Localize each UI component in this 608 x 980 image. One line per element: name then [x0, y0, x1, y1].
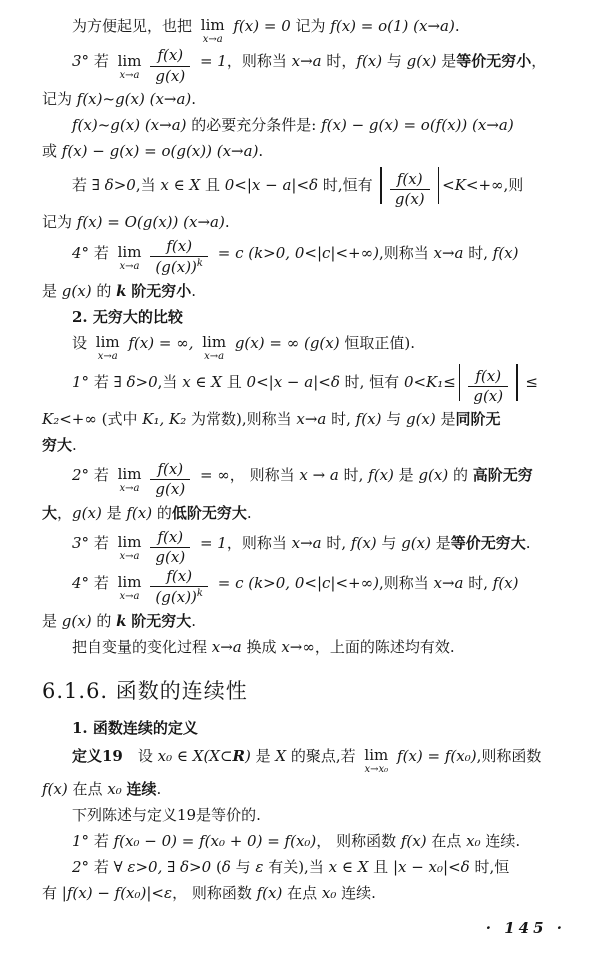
text-segment: .: [191, 611, 197, 630]
bold-term: 高阶无穷: [472, 466, 533, 484]
bold-math: k: [116, 611, 127, 630]
bold-term: 连续: [126, 780, 157, 799]
math-text: f(x) − g(x) = o(g(x)) (x→a): [61, 141, 259, 160]
text-segment: lim: [202, 332, 227, 351]
fraction: [150, 568, 208, 607]
text-segment: lim: [95, 332, 120, 351]
text-segment: 与: [230, 858, 256, 877]
text-segment: 是: [430, 533, 451, 552]
math-text: = 1: [195, 52, 227, 71]
text-segment: lim: [117, 532, 142, 551]
bold-term: 2. 无穷大的比较: [72, 307, 183, 326]
math-text: f(x) = 0: [228, 17, 296, 35]
text-segment: .: [191, 281, 197, 300]
text-segment: ,则称当: [378, 244, 434, 262]
text-segment: 有: [42, 884, 62, 903]
paragraph-line: [42, 829, 584, 855]
math-text: x ∈ X: [328, 858, 369, 877]
math-text: f(x)~g(x) (x→a): [72, 115, 187, 134]
paragraph-line: [42, 433, 584, 459]
paragraph-line: [42, 635, 584, 661]
text-segment: 且: [221, 372, 247, 391]
text-segment: 时,: [321, 533, 351, 552]
bold-term: 同阶无: [455, 410, 501, 428]
text-segment: 时,恒: [469, 858, 510, 877]
limit-operator: [201, 18, 225, 45]
fraction-denominator: $(g(x))^k$: [155, 588, 203, 607]
math-text: δ: [221, 858, 231, 877]
text-segment: lim: [364, 746, 389, 765]
paragraph-line: [42, 113, 584, 139]
section-heading: [42, 677, 584, 706]
text-segment: 的聚点,若: [286, 746, 361, 765]
text-segment: 是: [436, 52, 457, 71]
math-text: X: [275, 746, 287, 765]
math-text: g(x): [72, 503, 102, 522]
text-segment: 时,: [338, 466, 369, 484]
text-segment: .: [454, 17, 460, 35]
paragraph-line: [42, 529, 584, 567]
fraction: [468, 368, 508, 406]
limit-subscript: x→x₀: [364, 764, 389, 776]
text-segment: 若: [89, 466, 114, 484]
text-segment: lim: [117, 51, 142, 70]
text-segment: ， 则称当: [229, 466, 300, 484]
math-text: f(x) − g(x) = o(f(x)) (x→a): [321, 115, 514, 134]
math-text: x → a: [299, 466, 339, 484]
math-text: ∃ δ>0: [113, 372, 158, 391]
paragraph-line: [42, 803, 584, 829]
text-segment: 若: [89, 832, 114, 851]
abs-value-bar: [459, 364, 461, 402]
text-segment: ,则: [503, 175, 524, 194]
text-segment: 是: [42, 281, 62, 300]
limit-operator: [118, 467, 142, 494]
math-text: g(x): [406, 52, 437, 71]
limit-operator: [202, 332, 227, 362]
fraction: [150, 461, 190, 499]
text-segment: ,当: [157, 372, 183, 391]
fraction: [150, 47, 190, 85]
fraction-denominator: g(x): [155, 66, 186, 85]
paragraph-line: [42, 777, 584, 803]
math-text: ∀ ε>0, ∃ δ>0: [113, 858, 212, 877]
fraction-denominator: g(x): [155, 480, 186, 499]
math-text: f(x): [256, 884, 283, 903]
paragraph-line: [42, 210, 584, 236]
text-segment: 时,恒有: [318, 175, 378, 194]
math-text: g(x): [61, 611, 92, 630]
text-segment: 在点: [282, 884, 322, 903]
limit-subscript: x→a: [119, 69, 140, 81]
text-segment: 且: [200, 175, 225, 194]
fraction-numerator: f(x): [150, 238, 208, 257]
text-segment: lim: [117, 573, 142, 592]
math-text: f(x) = ∞,: [123, 333, 199, 352]
text-segment: 时, 恒有: [339, 372, 404, 391]
math-text: 4°: [72, 244, 90, 262]
limit-operator: [118, 575, 142, 602]
denominator-exponent: k: [196, 258, 203, 270]
text-segment: 为方便起见，也把: [72, 17, 197, 35]
bold-term: 阶无穷小: [131, 281, 192, 300]
bold-math: k: [116, 281, 127, 300]
paragraph-line: [42, 881, 584, 907]
text-segment: 时,: [463, 574, 493, 592]
paragraph-line: [42, 87, 584, 113]
text-segment: lim: [117, 243, 142, 262]
bold-term: 阶无穷大: [131, 611, 192, 630]
math-text: x₀: [321, 884, 337, 903]
limit-subscript: x→a: [119, 261, 140, 273]
math-text: f(x): [350, 533, 377, 552]
math-text: = c (k>0, 0<|c|<+∞): [212, 244, 379, 262]
abs-value-bar: [516, 364, 518, 402]
text-segment: 的: [152, 503, 172, 522]
math-text: g(x): [401, 533, 431, 552]
fraction-numerator: f(x): [468, 368, 508, 387]
text-segment: 设: [72, 333, 92, 352]
fraction: [150, 238, 208, 277]
bold-term: 等价无穷小: [456, 52, 532, 71]
fraction-numerator: f(x): [150, 529, 190, 548]
math-text: x₀ ∈ X(X⊂: [157, 746, 233, 765]
math-text: g(x): [418, 466, 449, 484]
text-segment: .: [156, 780, 162, 799]
text-segment: 在点: [67, 780, 108, 799]
paragraph-line: [42, 14, 584, 45]
limit-subscript: x→a: [119, 591, 140, 603]
paragraph-line: [42, 331, 584, 362]
text-segment: ，: [57, 503, 73, 522]
text-segment: .: [72, 436, 77, 454]
fraction-denominator: g(x): [473, 386, 504, 405]
bold-math: R: [232, 746, 246, 765]
text-segment: ，则称当: [226, 52, 292, 71]
bold-term: 穷大: [42, 436, 73, 454]
math-text: f(x): [42, 780, 68, 799]
page-number: · 145 ·: [485, 919, 566, 938]
math-text: g(x): [61, 281, 92, 300]
math-text: f(x): [355, 410, 382, 428]
bold-term: 定义19: [72, 746, 123, 765]
text-segment: 下列陈述与定义19是等价的.: [72, 806, 261, 825]
text-segment: 是: [42, 611, 62, 630]
text-segment: 若: [89, 372, 114, 391]
paragraph-line: [42, 609, 584, 635]
paragraph-line: [42, 716, 584, 742]
paragraph-line: [42, 501, 584, 527]
fraction-denominator: $(g(x))^k$: [155, 258, 203, 277]
math-text: f(x): [368, 466, 394, 484]
paragraph-line: [42, 568, 584, 607]
math-text: x→∞: [281, 637, 315, 656]
math-text: f(x) = o(1) (x→a): [330, 17, 455, 35]
math-text: g(x) = ∞ (g(x): [230, 333, 340, 352]
math-text: K₂<+∞: [42, 410, 97, 428]
math-text: ε: [255, 858, 264, 877]
text-segment: ，上面的陈述均有效.: [314, 637, 455, 656]
text-segment: 的: [91, 281, 117, 300]
math-text: = ∞: [195, 466, 230, 484]
limit-operator: [117, 532, 142, 562]
math-text: x→a: [433, 244, 464, 262]
text-segment: 与: [382, 52, 407, 71]
fraction-numerator: f(x): [390, 171, 430, 190]
text-segment: 把自变量的变化过程: [72, 637, 212, 656]
text-segment: 是: [393, 466, 419, 484]
limit-subscript: x→a: [202, 34, 223, 46]
paragraph-line: [42, 238, 584, 277]
text-segment: 是: [250, 746, 276, 765]
text-segment: 且: [368, 858, 393, 877]
text-segment: 有关),当: [263, 858, 329, 877]
limit-operator: [95, 332, 120, 362]
limit-subscript: x→a: [119, 483, 140, 495]
fraction-denominator: g(x): [394, 189, 425, 208]
math-text: 4°: [72, 574, 90, 592]
math-text: f(x)~g(x) (x→a): [76, 89, 192, 108]
math-text: 2°: [72, 466, 90, 484]
math-text: x ∈ X: [182, 372, 222, 391]
text-segment: ， 则称函数: [316, 832, 401, 851]
math-text: 2°: [72, 858, 90, 877]
text-segment: 若: [89, 858, 114, 877]
limit-operator: [364, 748, 388, 775]
text-segment: ,当: [135, 175, 161, 194]
math-text: f(x) = O(g(x)) (x→a): [76, 213, 225, 231]
fraction-denominator: g(x): [155, 547, 186, 566]
text-segment: 若: [89, 244, 114, 262]
limit-subscript: x→a: [119, 550, 140, 562]
text-segment: 与: [376, 533, 402, 552]
text-segment: .: [246, 503, 252, 522]
math-text: 3°: [72, 52, 90, 71]
limit-operator: [117, 51, 142, 81]
paragraph-line: [42, 167, 584, 208]
math-text: 0<K₁≤: [403, 372, 456, 391]
paragraph-line: [42, 407, 584, 433]
paragraph-line: [42, 47, 584, 85]
math-text: f(x) = f(x₀): [392, 746, 477, 765]
math-text: x→a: [296, 410, 327, 428]
math-text: x₀: [107, 780, 122, 799]
text-segment: (: [211, 858, 222, 877]
math-text: <K<+∞: [442, 175, 504, 194]
text-segment: 6.1.6. 函数的连续性: [42, 678, 248, 703]
math-text: x→a: [291, 52, 322, 71]
text-segment: 若: [89, 533, 114, 552]
math-text: x₀: [466, 832, 481, 851]
math-text: 0<|x − a|<δ: [224, 175, 319, 194]
paragraph-line: [42, 305, 584, 331]
text-segment: 与: [381, 410, 406, 428]
denominator-exponent: k: [196, 588, 203, 600]
bold-term: 低阶无穷大: [171, 503, 247, 522]
text-segment: 换成: [241, 637, 282, 656]
paragraph-line: [42, 855, 584, 881]
text-segment: 若: [72, 175, 92, 194]
fraction: [150, 529, 190, 567]
fraction-numerator: f(x): [150, 47, 190, 66]
text-segment: lim: [200, 16, 225, 35]
math-text: 0<|x − a|<δ: [246, 372, 340, 391]
math-text: g(x): [405, 410, 436, 428]
text-segment: 的必要充分条件是:: [186, 115, 322, 134]
math-text: = 1: [195, 533, 227, 552]
math-text: x→a: [291, 533, 322, 552]
text-segment: 连续.: [480, 832, 521, 851]
text-segment: ，: [531, 52, 547, 71]
math-text: x→a: [211, 637, 242, 656]
text-segment: 连续.: [336, 884, 376, 903]
math-text: f(x): [492, 244, 519, 262]
fraction-numerator: f(x): [150, 568, 208, 587]
math-text: f(x): [356, 52, 383, 71]
bold-term: 等价无穷大: [450, 533, 526, 552]
math-text: 1°: [72, 372, 90, 391]
math-text: |x − x₀|<δ: [392, 858, 470, 877]
bold-term: 1. 函数连续的定义: [72, 718, 198, 737]
text-segment: 设: [122, 746, 158, 765]
text-segment: 或: [42, 141, 62, 160]
limit-operator: [118, 245, 142, 272]
text-segment: 恒取正值).: [339, 333, 415, 352]
paragraph-line: [42, 279, 584, 305]
math-text: ): [245, 746, 251, 765]
text-segment: 是: [101, 503, 127, 522]
math-text: x ∈ X: [160, 175, 201, 194]
math-text: ∃ δ>0: [91, 175, 136, 194]
limit-subscript: x→a: [204, 350, 225, 362]
text-segment: (式中: [96, 410, 143, 428]
text-segment: 时,: [463, 244, 493, 262]
paragraph-line: [42, 139, 584, 165]
text-segment: 的: [91, 611, 117, 630]
abs-value-bar: [438, 167, 440, 205]
limit-subscript: x→a: [97, 350, 118, 362]
text-segment: 记为: [42, 213, 77, 231]
text-segment: ， 则称函数: [172, 884, 257, 903]
text-segment: 记为: [42, 89, 77, 108]
math-text: |f(x) − f(x₀)|<ε: [61, 884, 173, 903]
text-segment: ,则称函数: [476, 746, 542, 765]
math-text: 3°: [72, 533, 90, 552]
text-segment: .: [224, 213, 230, 231]
math-text: f(x): [126, 503, 153, 522]
math-text: f(x): [492, 574, 519, 592]
text-segment: .: [191, 89, 197, 108]
text-segment: ，则称当: [226, 533, 292, 552]
paragraph-line: [42, 744, 584, 775]
math-text: f(x): [400, 832, 427, 851]
math-text: = c (k>0, 0<|c|<+∞): [212, 574, 379, 592]
text-segment: 若: [89, 52, 114, 71]
text-segment: ,则称当: [378, 574, 434, 592]
math-text: ≤: [520, 372, 538, 391]
paragraph-line: [42, 461, 584, 499]
text-segment: 在点: [426, 832, 467, 851]
paragraph-line: [42, 364, 584, 405]
text-segment: 的: [448, 466, 473, 484]
text-segment: .: [525, 533, 531, 552]
text-segment: 记为: [295, 17, 331, 35]
text-segment: 时，: [321, 52, 357, 71]
math-text: x→a: [433, 574, 464, 592]
text-segment: 为常数),则称当: [186, 410, 297, 428]
text-segment: 时,: [326, 410, 356, 428]
text-segment: .: [258, 141, 264, 160]
bold-term: 大: [42, 503, 58, 522]
text-segment: 是: [435, 410, 456, 428]
abs-value-bar: [380, 167, 382, 205]
fraction: [390, 171, 430, 209]
math-text: K₁, K₂: [142, 410, 187, 428]
math-text: 1°: [72, 832, 90, 851]
fraction-numerator: f(x): [150, 461, 190, 480]
math-text: f(x₀ − 0) = f(x₀ + 0) = f(x₀): [113, 832, 317, 851]
text-segment: 若: [89, 574, 114, 592]
text-segment: lim: [117, 465, 142, 484]
